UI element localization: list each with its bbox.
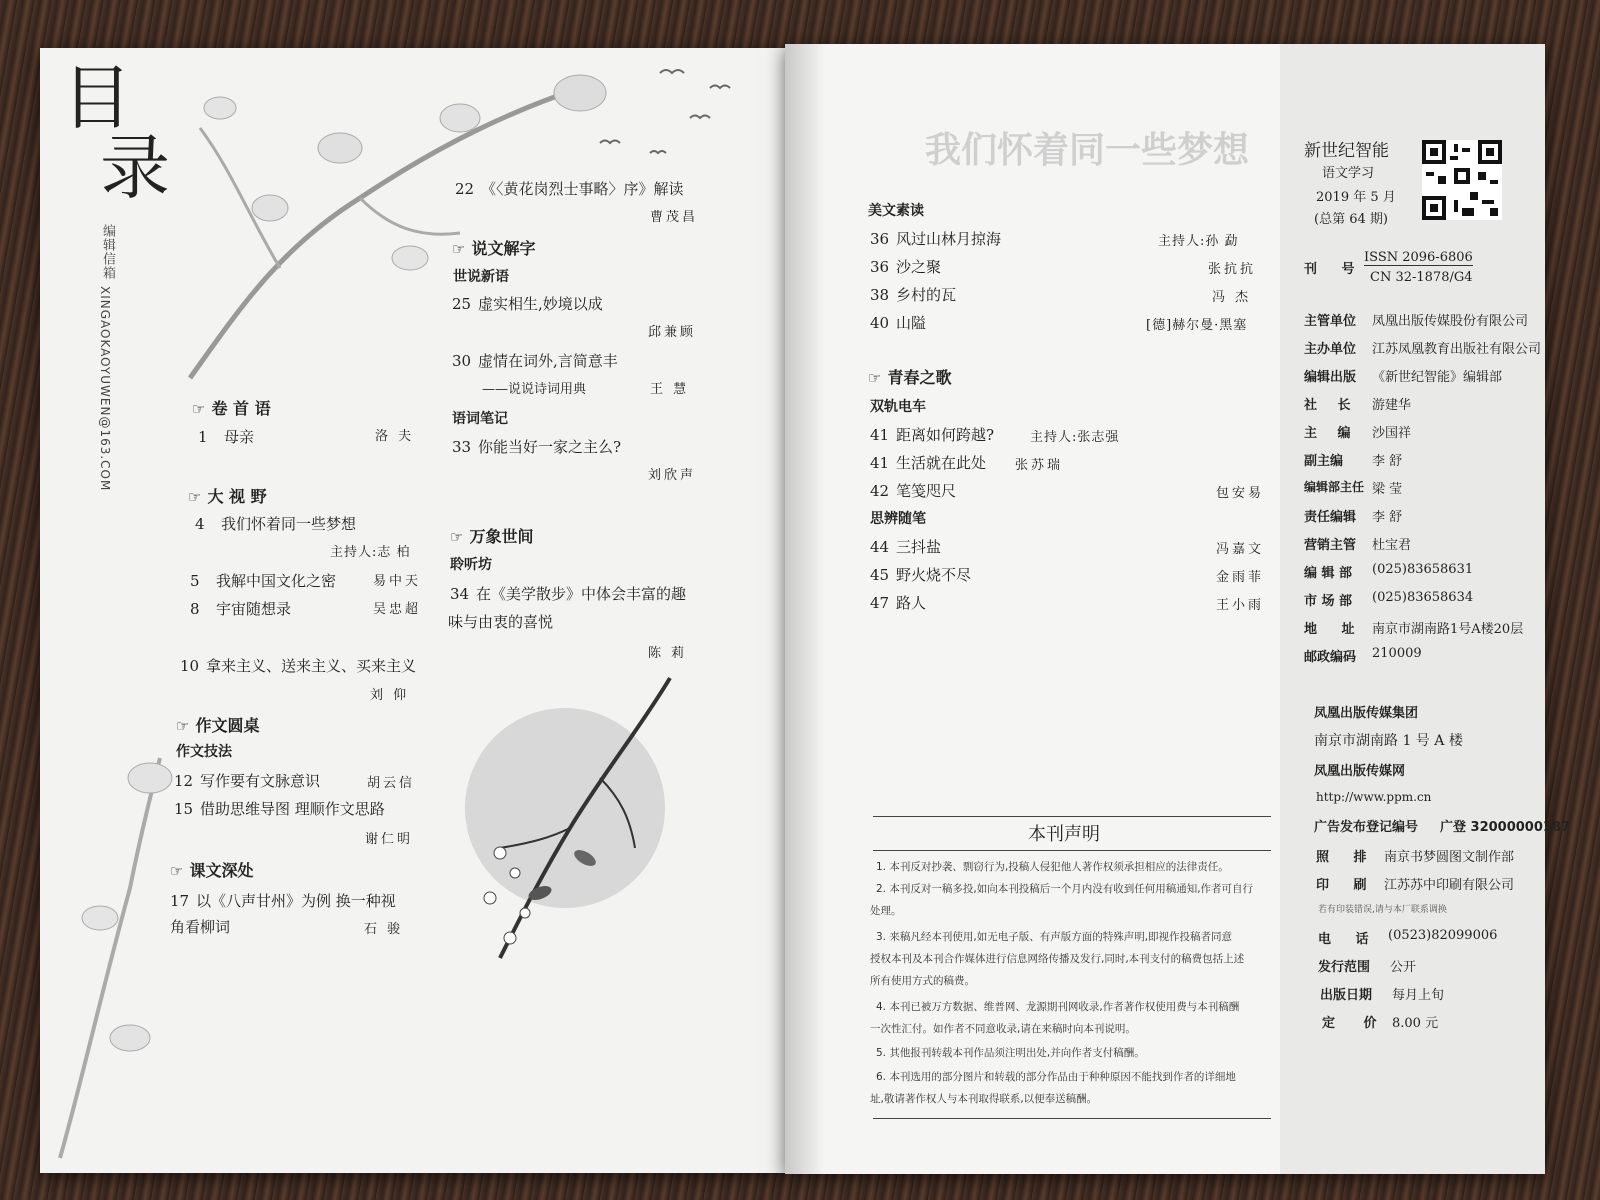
toc-entry: 47 路人 bbox=[870, 594, 927, 612]
masthead-value: 杜宝君 bbox=[1372, 538, 1412, 553]
subsection-label: 思辨随笔 bbox=[870, 511, 926, 527]
notice-line: 3. 来稿凡经本刊使用,如无电子版、有声版方面的特殊声明,即视作投稿者同意 bbox=[876, 931, 1233, 943]
magazine-edition: 语文学习 bbox=[1322, 166, 1375, 181]
masthead-label: 邮政编码 bbox=[1304, 650, 1357, 665]
toc-entry: 41 生活就在此处 bbox=[870, 454, 987, 472]
toc-entry: 30 虚情在词外,言简意丰 bbox=[452, 352, 618, 370]
masthead-label: 定 价 bbox=[1322, 1016, 1389, 1031]
toc-entry: 8 宇宙随想录 bbox=[190, 600, 292, 618]
toc-author: 曹茂昌 bbox=[650, 210, 699, 225]
magazine-name: 新世纪智能 bbox=[1304, 141, 1389, 161]
toc-entry: 36 风过山林月掠海 bbox=[870, 230, 1002, 248]
toc-author: 王 慧 bbox=[650, 382, 690, 397]
masthead-label: 主办单位 bbox=[1304, 342, 1357, 357]
notice-bottom-rule bbox=[873, 1118, 1271, 1119]
section-kewen: ☞ 课文深处 bbox=[170, 861, 254, 880]
issn-label: 刊 号 bbox=[1304, 262, 1365, 277]
toc-author: 主持人:孙 勐 bbox=[1158, 234, 1239, 249]
pointing-hand-icon: ☞ bbox=[176, 717, 190, 735]
subsection-label: 作文技法 bbox=[176, 744, 232, 760]
masthead-value: (025)83658634 bbox=[1372, 590, 1474, 605]
masthead-value: 《新世纪智能》编辑部 bbox=[1372, 370, 1503, 385]
toc-entry: 44 三抖盐 bbox=[870, 538, 942, 556]
toc-entry: 25 虚实相生,妙境以成 bbox=[452, 295, 603, 313]
print-error-note: 若有印装错误,请与本厂联系调换 bbox=[1318, 905, 1447, 915]
qr-code-pattern bbox=[1422, 140, 1502, 220]
toc-author: 刘 仰 bbox=[370, 688, 410, 703]
masthead-label: 编 辑 部 bbox=[1304, 566, 1353, 581]
magnolia-bottom-illustration bbox=[40, 738, 190, 1168]
masthead-label: 照 排 bbox=[1316, 850, 1377, 865]
publisher-url: http://www.ppm.cn bbox=[1316, 790, 1432, 804]
masthead-value: 南京市湖南路1号A楼20层 bbox=[1372, 622, 1524, 637]
notice-line: 一次性汇付。如作者不同意收录,请在来稿时向本刊说明。 bbox=[870, 1023, 1136, 1035]
issue-date: 2019 年 5 月 bbox=[1316, 190, 1396, 205]
masthead-value: 公开 bbox=[1390, 960, 1417, 975]
masthead-label: 电 话 bbox=[1318, 932, 1379, 947]
masthead-label: 社 长 bbox=[1304, 398, 1359, 413]
toc-author: 冯 杰 bbox=[1212, 290, 1252, 305]
toc-entry: 33 你能当好一家之主么? bbox=[452, 438, 622, 456]
toc-entry: 40 山隘 bbox=[870, 314, 927, 332]
masthead-value: (0523)82099006 bbox=[1388, 928, 1498, 943]
section-shuowen: ☞ 说文解字 bbox=[452, 239, 536, 258]
masthead-value: 8.00 元 bbox=[1392, 1016, 1439, 1031]
notice-top-rule bbox=[873, 816, 1271, 817]
cn-number: CN 32-1878/G4 bbox=[1370, 270, 1473, 285]
notice-line: 处理。 bbox=[870, 905, 902, 917]
masthead-label: 地 址 bbox=[1304, 622, 1365, 637]
toc-author: 王小雨 bbox=[1216, 598, 1265, 613]
toc-author: 刘欣声 bbox=[648, 468, 697, 483]
issn-number: ISSN 2096-6806 bbox=[1364, 250, 1473, 265]
pointing-hand-icon: ☞ bbox=[452, 240, 466, 258]
masthead-label: 编辑出版 bbox=[1304, 370, 1357, 385]
masthead-value: 梁 莹 bbox=[1372, 482, 1403, 497]
notice-line: 2. 本刊反对一稿多投,如向本刊投稿后一个月内没有收到任何用稿通知,作者可自行 bbox=[876, 883, 1254, 895]
publisher-group: 凤凰出版传媒集团 bbox=[1314, 706, 1419, 721]
notice-line: 5. 其他报刊转载本刊作品须注明出处,并向作者支付稿酬。 bbox=[876, 1047, 1145, 1059]
masthead-label: 主管单位 bbox=[1304, 314, 1357, 329]
masthead-value: 沙国祥 bbox=[1372, 426, 1412, 441]
page-gutter-shadow bbox=[785, 44, 825, 1174]
masthead-value: 李 舒 bbox=[1372, 510, 1403, 525]
masthead-value: 南京书梦圆图文制作部 bbox=[1384, 850, 1515, 865]
notice-line: 4. 本刊已被万方数据、维普网、龙源期刊网收录,作者著作权使用费与本刊稿酬 bbox=[876, 1001, 1240, 1013]
birds-illustration bbox=[540, 48, 760, 168]
toc-entry-cont: 味与由衷的喜悦 bbox=[448, 613, 554, 631]
subsection-label: 美文素读 bbox=[868, 203, 924, 219]
toc-author: 陈 莉 bbox=[648, 646, 688, 661]
toc-author: 张抗抗 bbox=[1208, 262, 1257, 277]
masthead-label: 主 编 bbox=[1304, 426, 1359, 441]
masthead-label: 副主编 bbox=[1304, 454, 1344, 469]
toc-entry: 22 《〈黄花岗烈士事略〉序》解读 bbox=[455, 180, 684, 198]
toc-entry: 17 以《八声甘州》为例 换一种视 bbox=[170, 892, 396, 910]
toc-author: 胡云信 bbox=[367, 776, 416, 791]
masthead-value: (025)83658631 bbox=[1372, 562, 1474, 577]
notice-line: 1. 本刊反对抄袭、剽窃行为,投稿人侵犯他人著作权须承担相应的法律责任。 bbox=[876, 861, 1229, 873]
toc-entry: 5 我解中国文化之密 bbox=[190, 572, 337, 590]
section-juanshou: ☞ 卷 首 语 bbox=[192, 399, 271, 418]
subsection-label: 双轨电车 bbox=[870, 399, 926, 415]
toc-entry: 12 写作要有文脉意识 bbox=[174, 772, 321, 790]
subsection-label: 世说新语 bbox=[453, 269, 509, 285]
notice-title: 本刊声明 bbox=[1028, 824, 1100, 845]
pointing-hand-icon: ☞ bbox=[170, 862, 184, 880]
masthead-label: 印 刷 bbox=[1316, 878, 1377, 893]
qr-code-icon bbox=[1422, 140, 1502, 220]
toc-entry: 10 拿来主义、送来主义、买来主义 bbox=[180, 657, 417, 675]
toc-entry: 1 母亲 bbox=[198, 428, 255, 446]
subsection-label: 语词笔记 bbox=[452, 411, 508, 427]
pointing-hand-icon: ☞ bbox=[192, 400, 206, 418]
toc-author: 易中天 bbox=[373, 574, 422, 589]
masthead-label: 市 场 部 bbox=[1304, 594, 1353, 609]
section-zuowen: ☞ 作文圆桌 bbox=[176, 716, 260, 735]
toc-entry-cont: 角看柳词 bbox=[170, 918, 231, 936]
masthead-value: 江苏凤凰教育出版社有限公司 bbox=[1372, 342, 1542, 357]
toc-entry-cont: ——说说诗词用典 bbox=[482, 382, 587, 397]
pointing-hand-icon: ☞ bbox=[450, 528, 464, 546]
notice-line: 6. 本刊选用的部分图片和转载的部分作品由于种种原因不能找到作者的详细地 bbox=[876, 1071, 1236, 1083]
toc-entry: 41 距离如何跨越? bbox=[870, 426, 995, 444]
publisher-address: 南京市湖南路 1 号 A 楼 bbox=[1314, 733, 1463, 749]
section-wanxiang: ☞ 万象世间 bbox=[450, 527, 534, 546]
toc-author: [德]赫尔曼·黑塞 bbox=[1146, 318, 1248, 333]
notice-line: 址,敬请著作权人与本刊取得联系,以便奉送稿酬。 bbox=[870, 1093, 1098, 1105]
toc-entry: 36 沙之聚 bbox=[870, 258, 942, 276]
toc-entry: 34 在《美学散步》中体会丰富的趣 bbox=[450, 585, 687, 603]
masthead-label: 责任编辑 bbox=[1304, 510, 1357, 525]
masthead-value: 210009 bbox=[1372, 646, 1422, 661]
left-page bbox=[40, 48, 785, 1173]
notice-line: 授权本刊及本刊合作媒体进行信息网络传播及发行,同时,本刊支付的稿费包括上述 bbox=[870, 953, 1245, 965]
toc-entry: 42 笔笺咫尺 bbox=[870, 482, 957, 500]
toc-author: 石 骏 bbox=[364, 922, 404, 937]
ad-registration-label: 广告发布登记编号 bbox=[1314, 820, 1419, 835]
editor-mail-label: 编辑信箱 bbox=[100, 224, 115, 280]
masthead-label: 发行范围 bbox=[1318, 960, 1371, 975]
notice-title-rule bbox=[873, 850, 1271, 851]
ad-registration-value: 广登 32000000187 bbox=[1440, 820, 1571, 835]
moon-plum-illustration bbox=[440, 658, 700, 978]
masthead-value: 李 舒 bbox=[1372, 454, 1403, 469]
toc-author: 吴忠超 bbox=[373, 602, 422, 617]
masthead-label: 编辑部主任 bbox=[1304, 480, 1365, 494]
issue-number: (总第 64 期) bbox=[1314, 212, 1388, 227]
toc-author: 冯嘉文 bbox=[1216, 542, 1265, 557]
pointing-hand-icon: ☞ bbox=[188, 488, 202, 506]
toc-entry: 38 乡村的瓦 bbox=[870, 286, 957, 304]
toc-title-lu: 录 bbox=[100, 127, 170, 209]
toc-author: 谢仁明 bbox=[365, 832, 414, 847]
toc-author: 张苏瑞 bbox=[1015, 458, 1064, 473]
toc-title-mu: 目 bbox=[62, 57, 132, 139]
toc-author: 邱兼顾 bbox=[648, 325, 697, 340]
toc-author: 主持人:志 柏 bbox=[330, 545, 411, 560]
editor-email: XINGAOKAOYUWEN@163.COM bbox=[98, 286, 112, 492]
subsection-label: 聆听坊 bbox=[450, 557, 492, 573]
masthead-value: 每月上旬 bbox=[1392, 988, 1445, 1003]
notice-line: 所有使用方式的稿费。 bbox=[870, 975, 975, 987]
magnolia-illustration bbox=[160, 48, 720, 408]
toc-author: 主持人:张志强 bbox=[1030, 430, 1120, 445]
pointing-hand-icon: ☞ bbox=[868, 369, 882, 387]
masthead-value: 游建华 bbox=[1372, 398, 1412, 413]
toc-author: 金雨菲 bbox=[1216, 570, 1265, 585]
toc-author: 洛 夫 bbox=[375, 429, 415, 444]
toc-entry: 15 借助思维导图 理顺作文思路 bbox=[174, 800, 385, 818]
toc-entry: 4 我们怀着同一些梦想 bbox=[195, 515, 357, 533]
masthead-label: 出版日期 bbox=[1320, 988, 1373, 1003]
masthead-value: 凤凰出版传媒股份有限公司 bbox=[1372, 314, 1529, 329]
section-qingchun: ☞ 青春之歌 bbox=[868, 368, 952, 387]
masthead-label: 营销主管 bbox=[1304, 538, 1357, 553]
masthead-value: 江苏苏中印刷有限公司 bbox=[1384, 878, 1515, 893]
faded-bleed-heading: 我们怀着同一些梦想 bbox=[925, 130, 1250, 171]
section-dashiye: ☞ 大 视 野 bbox=[188, 487, 267, 506]
publisher-website-name: 凤凰出版传媒网 bbox=[1314, 764, 1406, 779]
toc-entry: 45 野火烧不尽 bbox=[870, 566, 972, 584]
toc-author: 包安易 bbox=[1216, 486, 1265, 501]
